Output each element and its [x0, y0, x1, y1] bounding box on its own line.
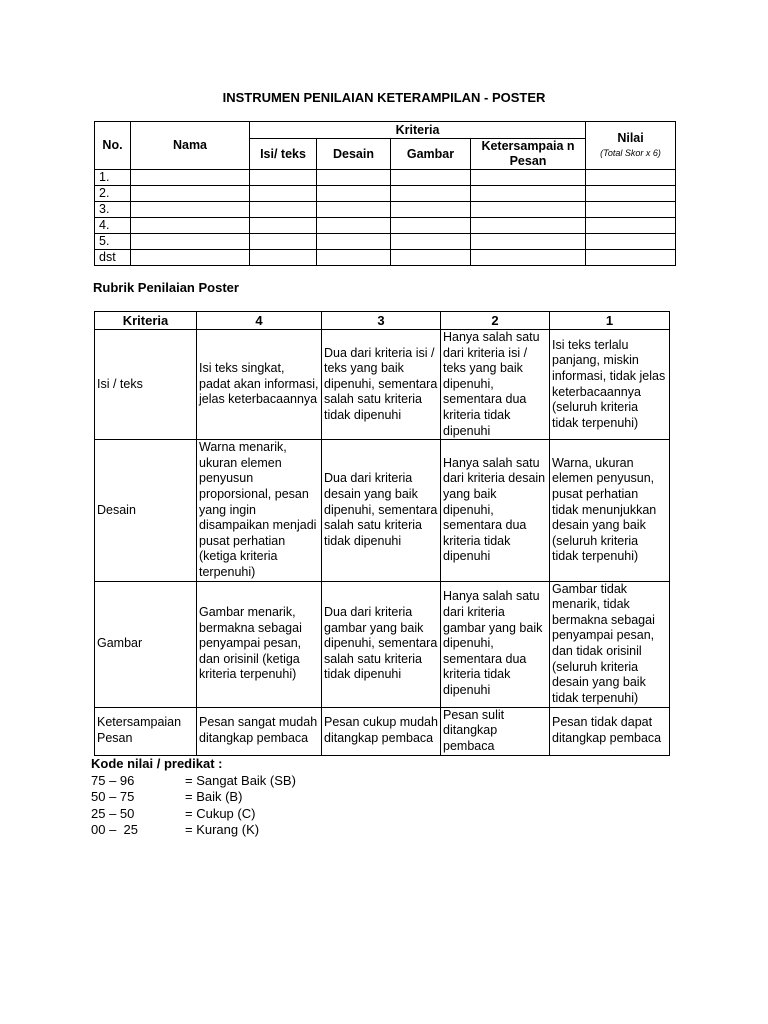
- rubric-score-3: Pesan cukup mudah ditangkap pembaca: [322, 707, 441, 755]
- kode-nilai-item: [91, 822, 296, 839]
- assessment-table: [94, 121, 676, 266]
- rubric-score-4: Isi teks singkat, padat akan informasi, jelas keterbacaannya: [197, 330, 322, 440]
- header-gambar: Gambar: [391, 139, 471, 170]
- rubric-score-3: Dua dari kriteria isi / teks yang baik dipenuhi, sementara salah satu kriteria tidak dipenuhi: [322, 330, 441, 440]
- table-row: [95, 170, 676, 186]
- table-row: [95, 186, 676, 202]
- rubric-row-isi: [95, 330, 670, 440]
- table-row: [95, 234, 676, 250]
- kode-label: = Cukup (C): [185, 805, 256, 821]
- rubric-score-1: Gambar tidak menarik, tidak bermakna sebagai penyampai pesan, dan tidak orisinil (seluruh kriteria desain yang baik tidak terpenuhi): [550, 581, 670, 707]
- page-title: INSTRUMEN PENILAIAN KETERAMPILAN - POSTER: [222, 90, 546, 105]
- rubric-title: Rubrik Penilaian Poster: [93, 280, 239, 295]
- kode-range: 25 – 50: [91, 805, 135, 821]
- header-nama: Nama: [131, 122, 250, 170]
- kode-label: = Baik (B): [185, 789, 243, 804]
- row-number: 3.: [95, 202, 131, 218]
- rubric-table: [94, 311, 670, 756]
- rubric-criterion: Ketersampaian Pesan: [95, 707, 197, 755]
- rubric-row-ketersampaian: [95, 707, 670, 755]
- rubric-score-4: Gambar menarik, bermakna sebagai penyampai pesan, dan orisinil (ketiga kriteria terpenuhi): [197, 581, 322, 707]
- kode-label: = Sangat Baik (SB): [185, 772, 296, 788]
- kode-label: = Kurang (K): [185, 822, 260, 837]
- header-nilai-label: Nilai: [617, 130, 644, 145]
- rubric-criterion: Gambar: [95, 581, 197, 707]
- header-kriteria: Kriteria: [250, 122, 586, 139]
- row-number: 5.: [95, 234, 131, 250]
- table-row: [95, 202, 676, 218]
- rubric-criterion: Desain: [95, 440, 197, 581]
- row-number: 1.: [95, 170, 131, 186]
- rubric-score-2: Pesan sulit ditangkap pembaca: [441, 707, 550, 755]
- rubric-score-2: Hanya salah satu dari kriteria isi / teks yang baik dipenuhi, sementara dua kriteria tidak dipenuhi: [441, 330, 550, 440]
- header-nilai: [586, 122, 676, 170]
- kode-nilai-item: [91, 789, 296, 806]
- rubric-score-1: Isi teks terlalu panjang, miskin informasi, tidak jelas keterbacaannya (seluruh kriteria tidak terpenuhi): [550, 330, 670, 440]
- kode-nilai-item: [91, 773, 296, 790]
- rubric-header-2: 2: [441, 312, 550, 330]
- rubric-header-kriteria: Kriteria: [95, 312, 197, 330]
- rubric-header-1: 1: [550, 312, 670, 330]
- rubric-header-4: 4: [197, 312, 322, 330]
- rubric-criterion: Isi / teks: [95, 330, 197, 440]
- rubric-score-1: Warna, ukuran elemen penyusun, pusat perhatian tidak menunjukkan desain yang baik (seluruh kriteria tidak terpenuhi): [550, 440, 670, 581]
- table-row: [95, 250, 676, 266]
- row-number: 4.: [95, 218, 131, 234]
- kode-nilai-title: Kode nilai / predikat :: [91, 756, 223, 771]
- header-no: No.: [95, 122, 131, 170]
- rubric-header-3: 3: [322, 312, 441, 330]
- header-isi-teks: Isi/ teks: [250, 139, 317, 170]
- rubric-score-4: Warna menarik, ukuran elemen penyusun proporsional, pesan yang ingin disampaikan menjadi pusat perhatian (ketiga kriteria terpenuhi): [197, 440, 322, 581]
- rubric-score-2: Hanya salah satu dari kriteria desain yang baik dipenuhi, sementara dua kriteria tidak dipenuhi: [441, 440, 550, 581]
- rubric-row-desain: [95, 440, 670, 581]
- rubric-row-gambar: [95, 581, 670, 707]
- header-ketersampaian: Ketersampaia n Pesan: [471, 139, 586, 170]
- row-number: dst: [95, 250, 131, 266]
- kode-range: 00 – 25: [91, 822, 138, 837]
- header-desain: Desain: [317, 139, 391, 170]
- header-nilai-note: (Total Skor x 6): [600, 147, 661, 158]
- kode-range: 50 – 75: [91, 789, 135, 804]
- kode-nilai-item: [91, 806, 296, 823]
- rubric-score-3: Dua dari kriteria gambar yang baik dipenuhi, sementara salah satu kriteria tidak dipenuhi: [322, 581, 441, 707]
- kode-range: 75 – 96: [91, 772, 135, 788]
- kode-nilai: [91, 756, 296, 839]
- rubric-score-1: Pesan tidak dapat ditangkap pembaca: [550, 707, 670, 755]
- rubric-score-3: Dua dari kriteria desain yang baik dipenuhi, sementara salah satu kriteria tidak dipenuhi: [322, 440, 441, 581]
- row-number: 2.: [95, 186, 131, 202]
- rubric-score-4: Pesan sangat mudah ditangkap pembaca: [197, 707, 322, 755]
- rubric-score-2: Hanya salah satu dari kriteria gambar yang baik dipenuhi, sementara dua kriteria tidak dipenuhi: [441, 581, 550, 707]
- table-row: [95, 218, 676, 234]
